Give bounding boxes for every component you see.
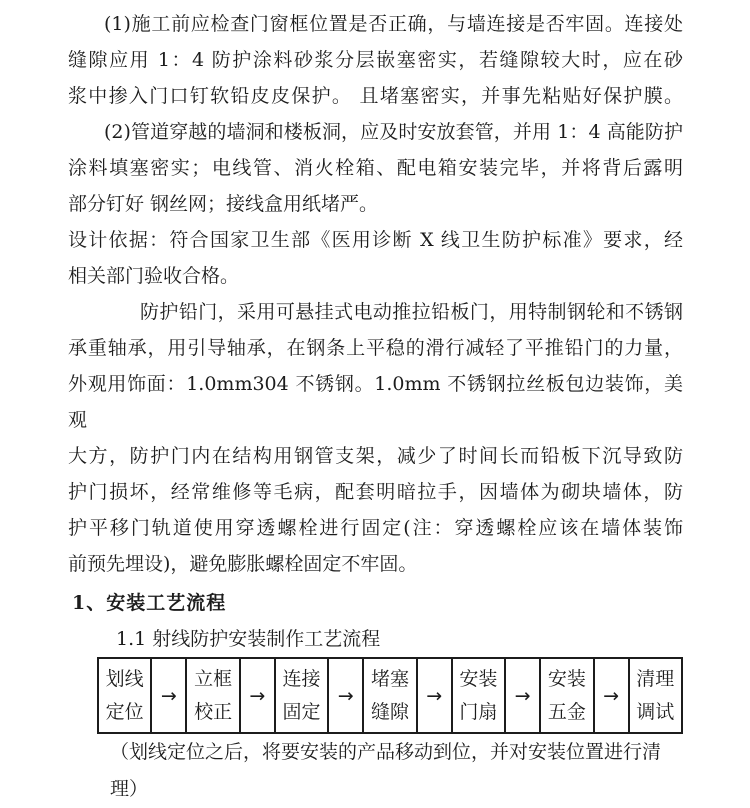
- text-line: 部分钉好 钢丝网；接线盒用纸堵严。: [68, 193, 379, 215]
- flow-arrow-icon: →: [241, 659, 276, 732]
- flow-step: [364, 659, 417, 732]
- body-lines: [68, 6, 683, 657]
- text-line: 前预先埋设)，避免膨胀螺栓固定不牢固。: [68, 553, 418, 575]
- flow-arrow-icon: →: [506, 659, 541, 732]
- text-line: (2)管道穿越的墙洞和楼板洞，应及时安放套管，并用 1：4 高能防护: [104, 121, 683, 143]
- text-line: 护平移门轨道使用穿透螺栓进行固定(注：穿透螺栓应该在墙体装饰: [68, 517, 683, 539]
- flow-step-label: 堵塞: [370, 667, 409, 690]
- flow-step: [630, 659, 681, 732]
- flow-step: [453, 659, 506, 732]
- text-line: 浆中掺入门口钉软铅皮皮保护。 且堵塞密实，并事先粘贴好保护膜。: [68, 85, 683, 107]
- text-line: 设计依据：符合国家卫生部《医用诊断 X 线卫生防护标准》要求，经: [68, 229, 683, 251]
- flow-step: [541, 659, 594, 732]
- flowchart-table: [97, 657, 683, 734]
- flow-step-label: 门扇: [459, 700, 498, 723]
- text-line: 1.1 射线防护安装制作工艺流程: [116, 628, 381, 650]
- text-line: (1)施工前应检查门窗框位置是否正确，与墙连接是否牢固。连接处: [104, 13, 683, 35]
- text-line: 大方，防护门内在结构用钢管支架，减少了时间长而铅板下沉导致防: [68, 445, 683, 467]
- text-line: 缝隙应用 1：4 防护涂料砂浆分层嵌塞密实，若缝隙较大时，应在砂: [68, 49, 683, 71]
- text-line: 相关部门验收合格。: [68, 265, 240, 287]
- flow-arrow-icon: →: [152, 659, 187, 732]
- flowchart-caption: （划线定位之后，将要安装的产品移动到位，并对安装位置进行清理）: [110, 741, 662, 800]
- flow-step-label: 缝隙: [370, 700, 409, 723]
- text-line: 护门损坏，经常维修等毛病，配套明暗拉手，因墙体为砌块墙体，防: [68, 481, 683, 503]
- flow-arrow-icon: →: [329, 659, 364, 732]
- section-heading: 1、安装工艺流程: [72, 592, 227, 614]
- flow-step-label: 五金: [547, 700, 586, 723]
- flow-step-label: 固定: [282, 700, 321, 723]
- text-line: 承重轴承，用引导轴承，在钢条上平稳的滑行减轻了平推铅门的力量，: [68, 337, 683, 359]
- flow-step-label: 清理: [636, 667, 675, 690]
- flow-step-label: 立框: [194, 667, 233, 690]
- flow-step-label: 连接: [282, 667, 321, 690]
- flow-step: [276, 659, 329, 732]
- text-line: 涂料填塞密实；电线管、消火栓箱、配电箱安装完毕，并将背后露明: [68, 157, 683, 179]
- flow-arrow-icon: →: [595, 659, 630, 732]
- flow-step-label: 划线: [105, 667, 144, 690]
- flow-step: [187, 659, 240, 732]
- flow-step-label: 校正: [194, 700, 233, 723]
- flow-step: [99, 659, 152, 732]
- text-line: 防护铅门，采用可悬挂式电动推拉铅板门，用特制钢轮和不锈钢: [140, 301, 683, 323]
- flow-step-label: 安装: [547, 667, 586, 690]
- flow-arrow-icon: →: [418, 659, 453, 732]
- flow-step-label: 安装: [459, 667, 498, 690]
- text-line: 外观用饰面：1.0mm304 不锈钢。1.0mm 不锈钢拉丝板包边装饰，美观: [68, 373, 683, 431]
- flow-step-label: 调试: [636, 700, 675, 723]
- flow-step-label: 定位: [105, 700, 144, 723]
